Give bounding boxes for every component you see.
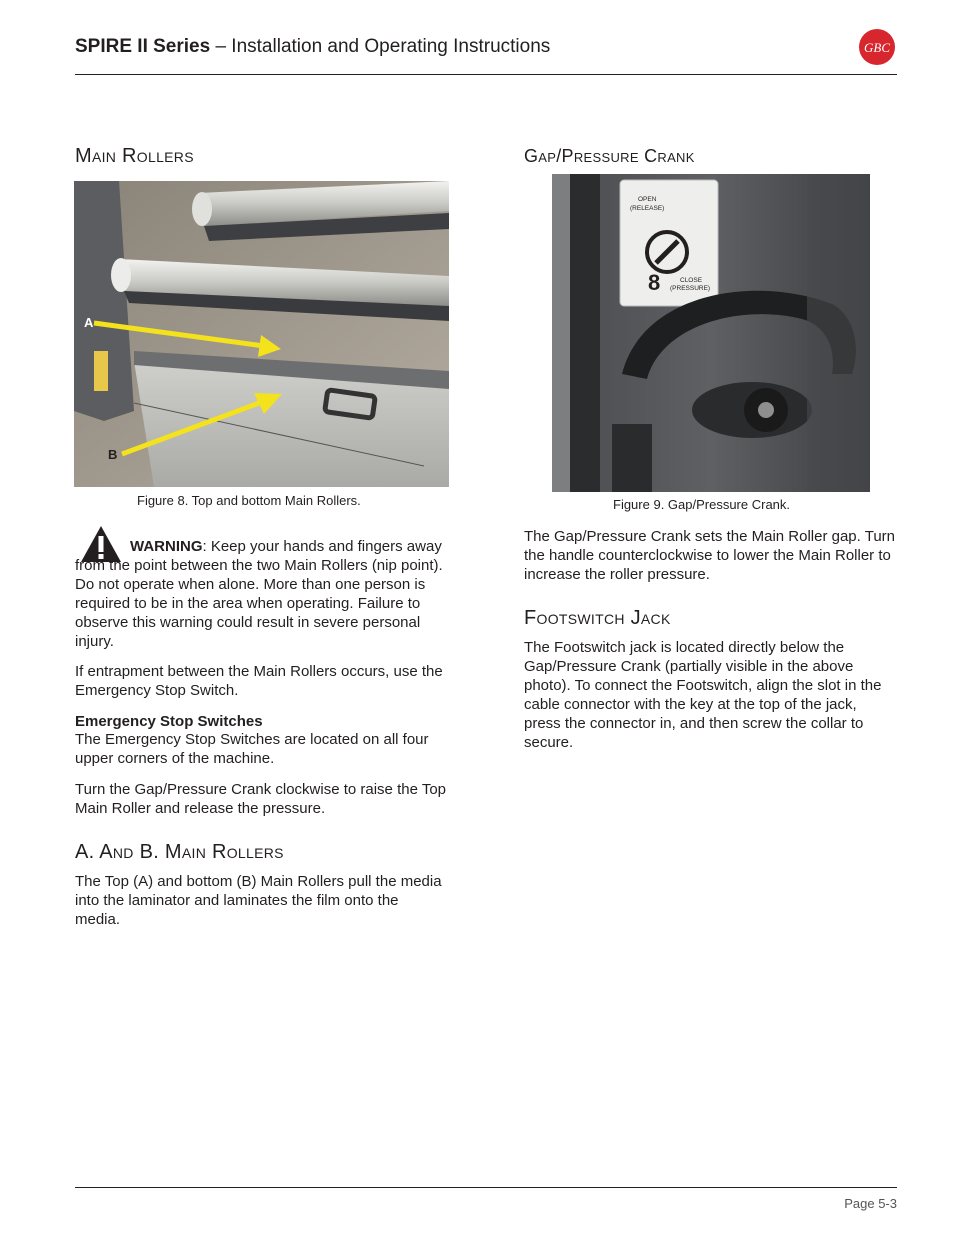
footer-rule bbox=[75, 1187, 897, 1188]
header-subtitle: – Installation and Operating Instructions bbox=[210, 36, 551, 57]
gap-crank-paragraph: The Gap/Pressure Crank sets the Main Roller gap. Turn the handle counterclockwise to lower the Main Roller to increase the roller pressure. bbox=[524, 528, 896, 583]
page-header bbox=[75, 34, 897, 75]
sticker-open: OPEN bbox=[638, 196, 657, 203]
figure-8-photo bbox=[74, 181, 449, 487]
section-title-main-rollers: Main Rollers bbox=[75, 145, 194, 167]
svg-text:8: 8 bbox=[648, 270, 661, 295]
estop-heading: Emergency Stop Switches bbox=[75, 713, 263, 730]
footswitch-paragraph: The Footswitch jack is located directly below the Gap/Pressure Crank (partially visible in the above photo). To connect the Footswitch, align the slot in the cable connector with the key at the top of the jack, press the connector in, and then screw the collar to secure. bbox=[524, 639, 882, 751]
section-title-ab-rollers: A. And B. Main Rollers bbox=[75, 841, 284, 863]
section-title-gap-pressure-crank: Gap/Pressure Crank bbox=[524, 146, 695, 166]
estop-paragraph: The Emergency Stop Switches are located on all four upper corners of the machine. bbox=[75, 731, 429, 767]
logo-text: GBC bbox=[864, 40, 890, 55]
crank-release-paragraph: Turn the Gap/Pressure Crank clockwise to raise the Top Main Roller and release the pressure. bbox=[75, 781, 447, 817]
gbc-logo bbox=[857, 27, 897, 67]
entrapment-paragraph: If entrapment between the Main Rollers occurs, use the Emergency Stop Switch. bbox=[75, 663, 443, 699]
header-title bbox=[75, 36, 550, 58]
sticker-release: (RELEASE) bbox=[630, 205, 665, 212]
sticker-close: CLOSE bbox=[680, 277, 703, 284]
warning-paragraph bbox=[75, 537, 445, 651]
figure-9-caption: Figure 9. Gap/Pressure Crank. bbox=[613, 497, 791, 512]
figure-8-caption: Figure 8. Top and bottom Main Rollers. bbox=[137, 493, 361, 508]
page-number: Page 5-3 bbox=[844, 1196, 897, 1211]
figure-label-a: A bbox=[84, 315, 94, 330]
header-series: SPIRE II Series bbox=[75, 36, 211, 57]
ab-rollers-paragraph: The Top (A) and bottom (B) Main Rollers pull the media into the laminator and laminates the film onto the media. bbox=[75, 873, 442, 928]
figure-label-b: B bbox=[108, 447, 118, 462]
figure-9-photo bbox=[552, 174, 870, 492]
section-title-footswitch-jack: Footswitch Jack bbox=[524, 607, 671, 629]
warning-text: : Keep your hands and fingers away from the point between the two Main Rollers (nip point). Do not operate when alone. More than one person is required to be in the area when operating. Failure to observe this warning could result in severe personal injury. bbox=[75, 538, 443, 650]
sticker-pressure: (PRESSURE) bbox=[670, 285, 711, 292]
warning-label: WARNING bbox=[130, 538, 203, 555]
